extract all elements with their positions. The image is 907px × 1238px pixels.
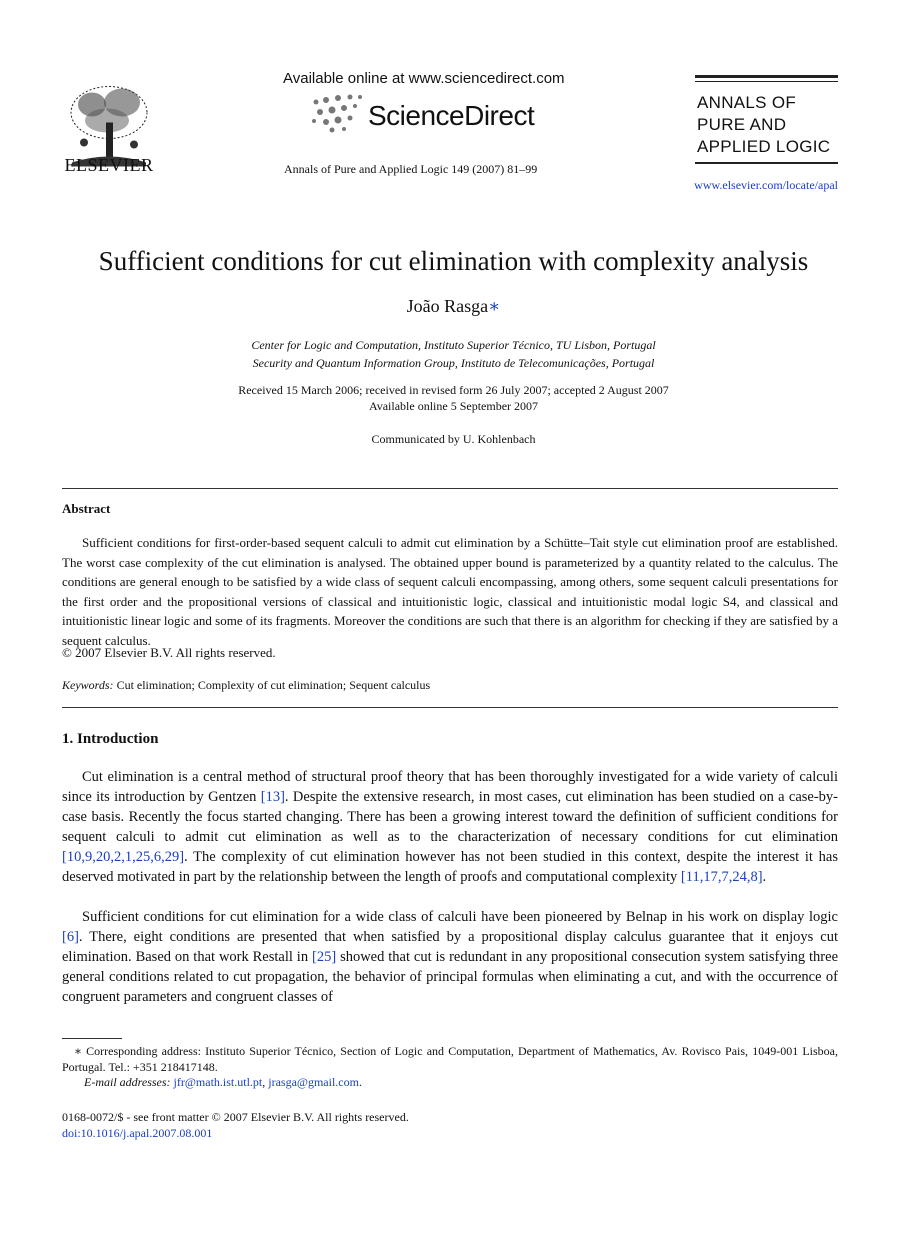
journal-rule-top-thin bbox=[695, 81, 838, 82]
publisher-name: ELSEVIER bbox=[64, 155, 154, 175]
paragraph-text: showed that cut is redundant in any propositional consecution system satisfying three general conditions related to cut propagation, the behavior of principal formulas when eliminating a cut, and with the occurrence of congruent parameters and congruent classes of bbox=[62, 949, 839, 1005]
journal-rule-bottom bbox=[695, 162, 838, 164]
citation-link[interactable]: [25] bbox=[312, 949, 337, 965]
footnote-mark: ∗ bbox=[73, 1044, 82, 1058]
author-name: João Rasga bbox=[406, 296, 489, 316]
email-link[interactable]: jrasga@gmail.com bbox=[268, 1075, 359, 1089]
paragraph-text: . Despite the extensive research, in most cases, cut elimination has been studied on a case-by-case basis. Recently the focus started changing. There has been a growing interest toward the definition of sufficient conditions for sequent calculi to admit cut elimination as well as to the characterization of necessary conditions for cut elimination bbox=[62, 789, 838, 845]
doi-link[interactable]: doi:10.1016/j.apal.2007.08.001 bbox=[62, 1126, 213, 1140]
citation-link[interactable]: [13] bbox=[260, 789, 285, 805]
journal-rule-top bbox=[695, 75, 838, 78]
affiliation: Center for Logic and Computation, Instituto Superior Técnico, TU Lisbon, Portugal bbox=[251, 338, 656, 352]
paragraph bbox=[62, 767, 838, 887]
footnote-text: Corresponding address: Instituto Superior Técnico, Section of Logic and Computation, Department of Mathematics, Av. Rovisco Pais, 1049-001 Lisboa, Portugal. Tel.: +351 218417148. bbox=[62, 1044, 839, 1074]
journal-name-line: ANNALS OF bbox=[697, 93, 797, 112]
journal-name-line: APPLIED LOGIC bbox=[697, 137, 831, 156]
keywords-list: Cut elimination; Complexity of cut elimination; Sequent calculus bbox=[116, 678, 431, 692]
author-footnote-link[interactable]: ∗ bbox=[488, 296, 501, 316]
citation-link[interactable]: [10,9,20,2,1,25,6,29] bbox=[62, 849, 185, 865]
paragraph-text: Sufficient conditions for cut elimination for a wide class of calculi have been pioneered by Belnap in his work on display logic bbox=[82, 909, 838, 925]
affiliation: Security and Quantum Information Group, Instituto de Telecomunicações, Portugal bbox=[252, 356, 655, 370]
journal-name bbox=[697, 92, 830, 158]
copyright-notice: © 2007 Elsevier B.V. All rights reserved. bbox=[62, 645, 276, 660]
abstract-text: Sufficient conditions for first-order-based sequent calculi to admit cut elimination by a Schütte–Tait style cut elimination proof are established. The worst case complexity of the cut elimination is analysed. The obtained upper bound is parameterized by a quantity related to the calculus. The conditions are general enough to be satisfied by a wide class of sequent calculi encompassing, among others, some sequent calculi presentations for the first order and the propositional versions of classical and intuitionistic logic, classical and intuitionistic modal logic S4, and classical and intuitionistic linear logic and some of its fragments. Moreover the conditions are such that there is an algorithm for checking if they are satisfied by a sequent calculus. bbox=[62, 535, 838, 648]
email-end: . bbox=[358, 1075, 362, 1089]
journal-name-line: PURE AND bbox=[697, 115, 787, 134]
paragraph bbox=[62, 907, 838, 1007]
footnote-rule bbox=[62, 1038, 122, 1039]
citation-link[interactable]: [6] bbox=[62, 929, 79, 945]
received-dates: Received 15 March 2006; received in revised form 26 July 2007; accepted 2 August 2007 bbox=[238, 383, 669, 397]
citation-link[interactable]: [11,17,7,24,8] bbox=[680, 869, 763, 885]
available-date: Available online 5 September 2007 bbox=[368, 399, 539, 413]
paragraph-text: . The complexity of cut elimination however has not been studied in this context, despite the interest it has deserved motivated in part by the relationship between the length of proofs and computational complexity bbox=[62, 849, 838, 885]
paragraph-text: Cut elimination is a central method of structural proof theory that has been thoroughly investigated for a wide variety of calculi since its introduction by Gentzen bbox=[62, 769, 838, 805]
email-link[interactable]: jfr@math.ist.utl.pt bbox=[173, 1075, 263, 1089]
abstract-heading: Abstract bbox=[62, 501, 111, 516]
sciencedirect-wordmark: ScienceDirect bbox=[368, 100, 535, 131]
paragraph-text: . bbox=[762, 869, 767, 885]
abstract-rule-top bbox=[62, 488, 838, 489]
paragraph-text: . There, eight conditions are presented that when satisfied by a propositional display calculus guarantee that it enjoys cut elimination. Based on that work Restall in bbox=[62, 929, 838, 965]
paper-title: Sufficient conditions for cut elimination with complexity analysis bbox=[98, 246, 809, 276]
journal-citation: Annals of Pure and Applied Logic 149 (2007) 81–99 bbox=[284, 162, 538, 176]
abstract-rule-bottom bbox=[62, 707, 838, 708]
email-label: E-mail addresses: bbox=[84, 1075, 171, 1089]
email-addresses bbox=[84, 1075, 362, 1090]
footnote bbox=[62, 1044, 838, 1075]
keywords-label: Keywords: bbox=[62, 678, 114, 692]
communicated-by: Communicated by U. Kohlenbach bbox=[371, 432, 536, 446]
email-separator: , bbox=[262, 1075, 269, 1089]
author bbox=[0, 296, 907, 317]
available-online-text: Available online at www.sciencedirect.com bbox=[283, 70, 565, 87]
keywords bbox=[62, 678, 430, 693]
journal-url-link[interactable]: www.elsevier.com/locate/apal bbox=[694, 178, 838, 192]
section-heading: 1. Introduction bbox=[62, 731, 159, 747]
issn-line: 0168-0072/$ - see front matter © 2007 Elsevier B.V. All rights reserved. bbox=[62, 1110, 409, 1124]
